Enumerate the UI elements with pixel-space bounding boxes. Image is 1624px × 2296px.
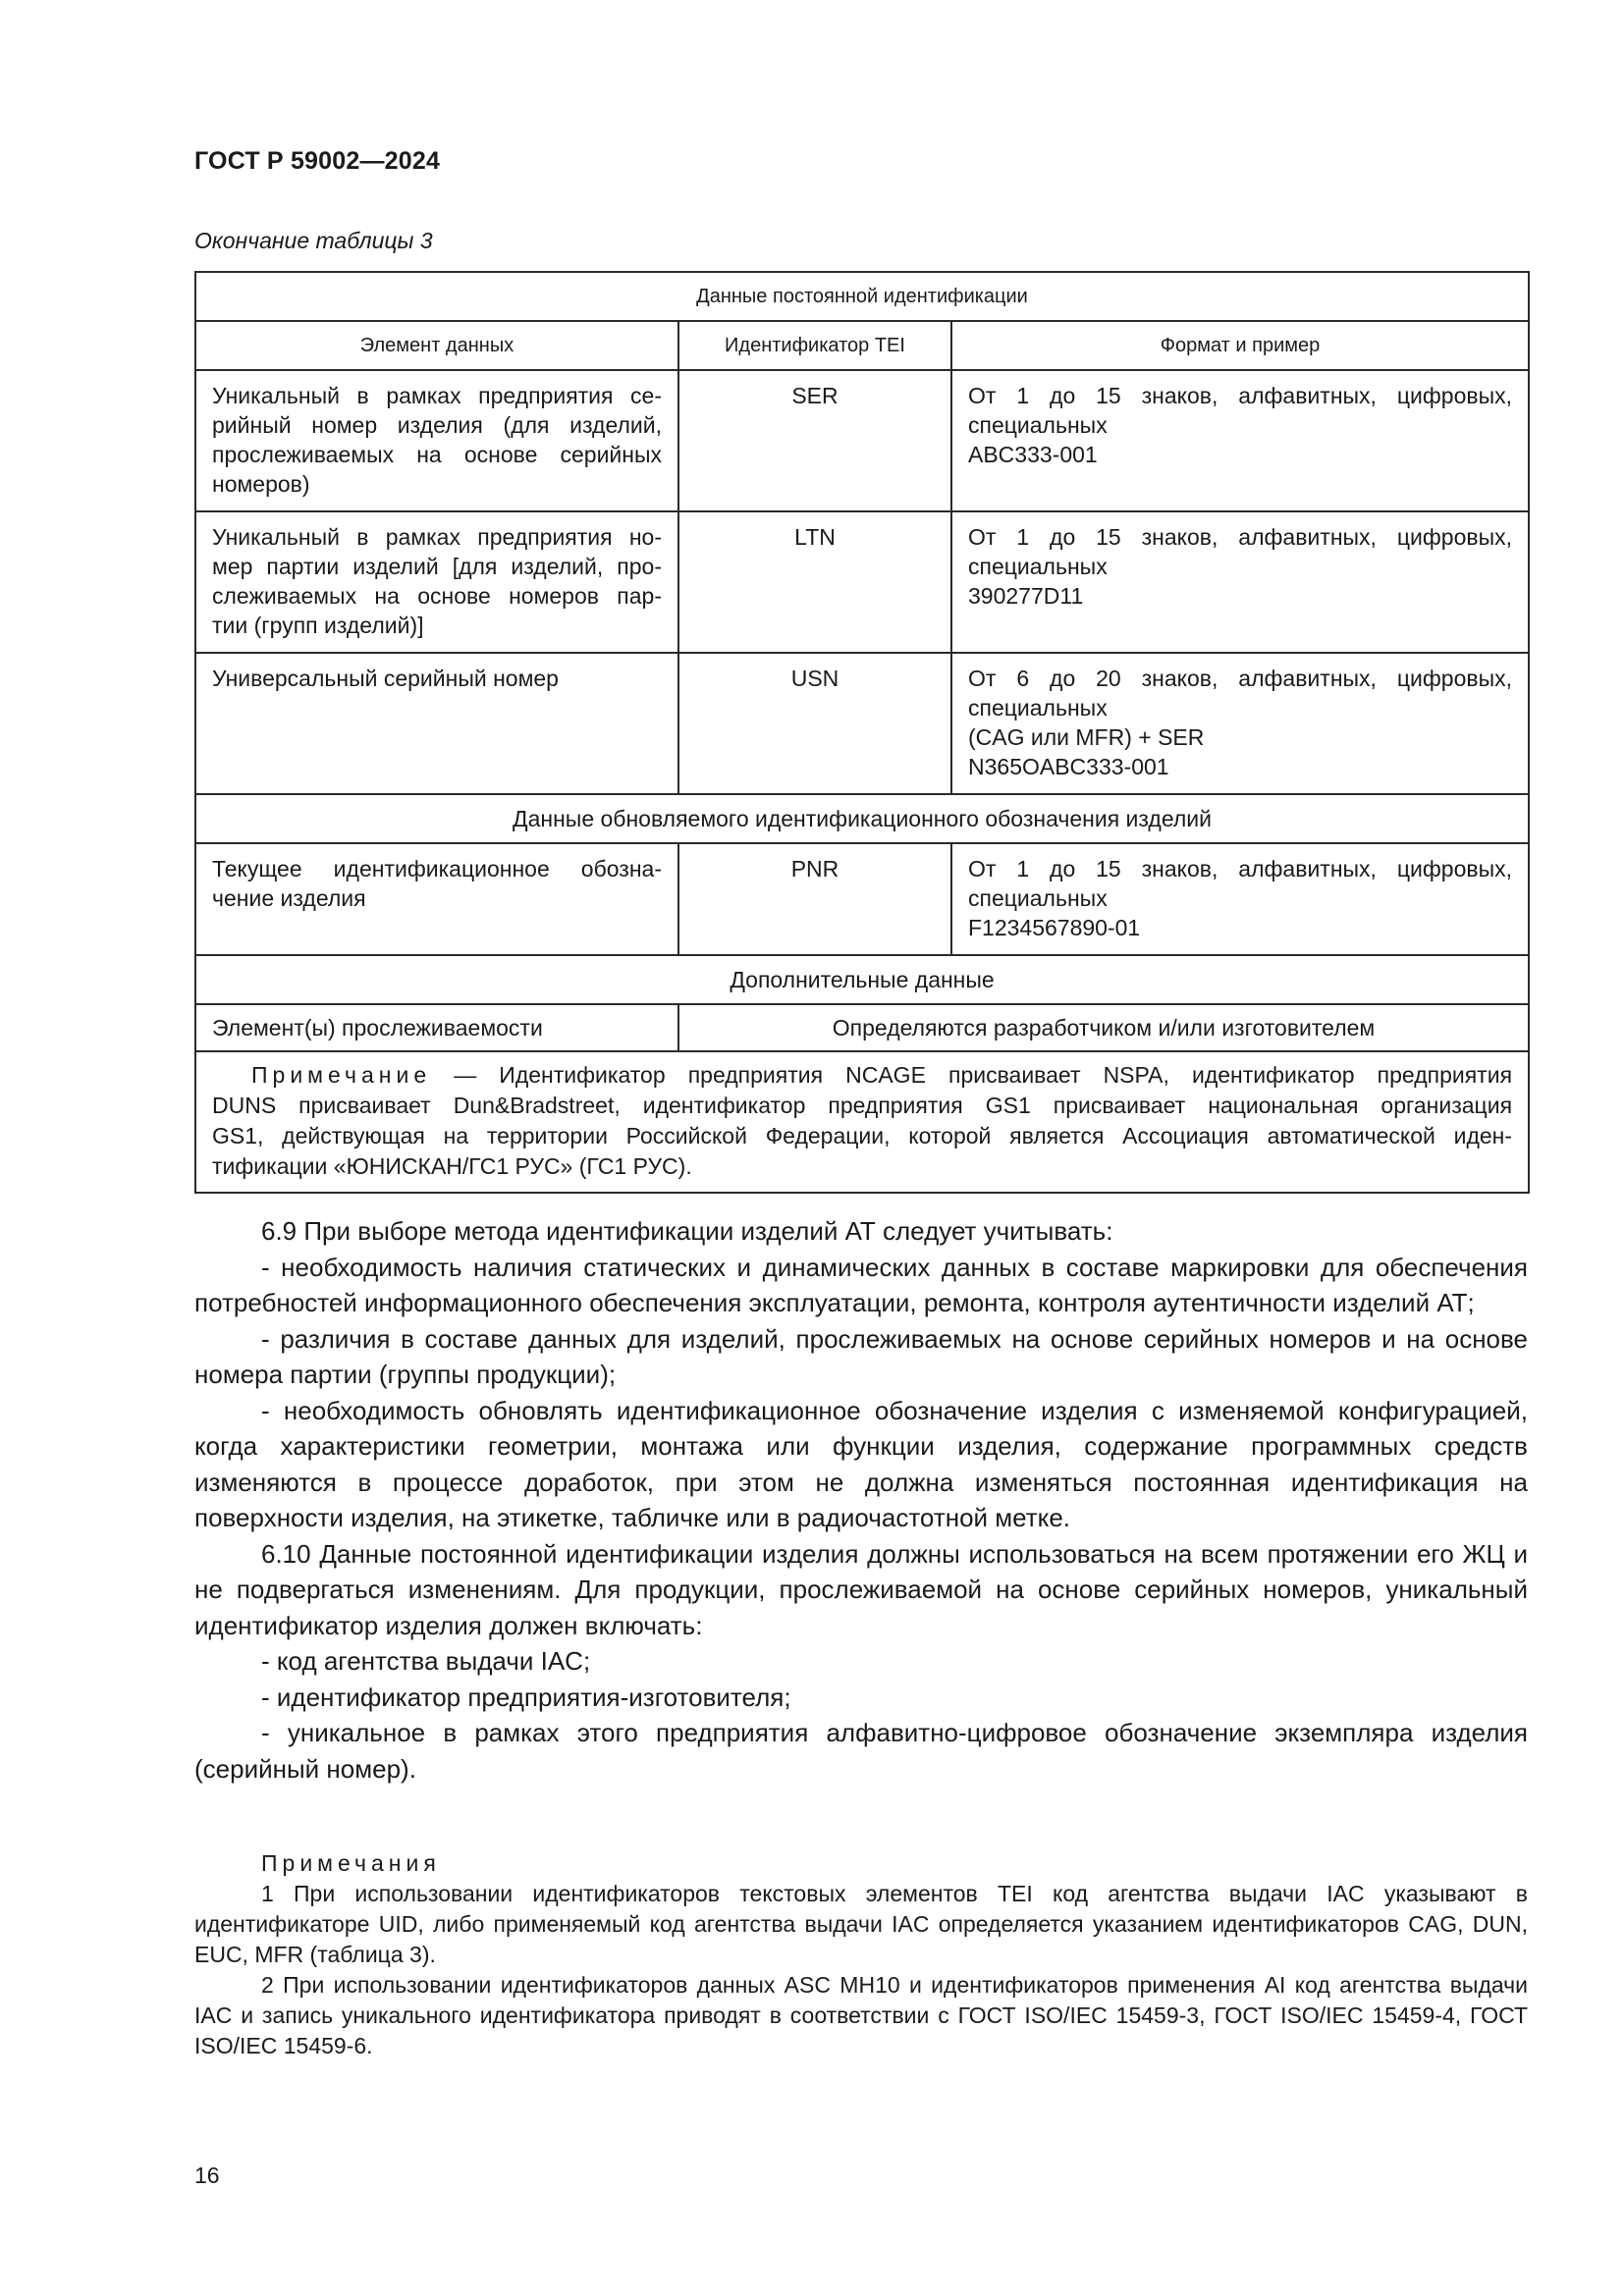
paragraph: - необходимость наличия статических и динамических данных в составе маркировки для обеспечения потребностей информационного обеспечения эксплуатации, ремонта, контроля аутентичности изделий АТ; xyxy=(194,1252,1528,1317)
notes-block xyxy=(194,1848,1528,2061)
tei-cell: LTN xyxy=(678,511,951,653)
table-title: Данные постоянной идентификации xyxy=(195,272,1529,321)
paragraph: - необходимость обновлять идентификационное обозначение изделия с изменяемой конфигурацией, когда характеристики геометрии, монтажа или функции изделия, содержание программных средств изменяются в процессе доработок, при этом не должна изменяться постоянная идентификация на поверхности изделия, на этикетке, табличке или в радиочастотной метке. xyxy=(194,1395,1528,1532)
paragraph: 6.9 При выборе метода идентификации изделий АТ следует учитывать: xyxy=(261,1216,1113,1246)
element-cell: Уникальный в рамках предприятия се- рийный номер изделия (для изделий, прослеживаемых на основе серийных номеров) xyxy=(195,370,678,511)
paragraph: - идентификатор предприятия-изготовителя; xyxy=(261,1682,791,1712)
additional-value-cell: Определяются разработчиком и/или изготовителем xyxy=(678,1004,1529,1051)
document-code: ГОСТ Р 59002—2024 xyxy=(194,147,441,175)
section-header-additional: Дополнительные данные xyxy=(195,955,1529,1004)
paragraph: 6.10 Данные постоянной идентификации изделия должны использоваться на всем протяжении его ЖЦ и не подвергаться изменениям. Для продукции, прослеживаемой на основе серийных номеров, уникальный идентификатор изделия должен включать: xyxy=(194,1538,1528,1640)
table-row xyxy=(195,843,1529,955)
table-row xyxy=(195,1004,1529,1051)
table-row xyxy=(195,370,1529,511)
note-item: 2 При использовании идентификаторов данных ASC MH10 и идентификаторов применения AI код агентства выдачи IAC и запись уникального идентификатора приводят в соответствии с ГОСТ ISO/IEC 15459-3, ГОСТ ISO/IEC 15459-4, ГОСТ ISO/IEC 15459-6. xyxy=(194,1972,1528,2058)
paragraph: - различия в составе данных для изделий, прослеживаемых на основе серийных номеров и на основе номера партии (группы продукции); xyxy=(194,1323,1528,1389)
tei-cell: PNR xyxy=(678,843,951,955)
note-item: 1 При использовании идентификаторов текстовых элементов TEI код агентства выдачи IAC указывают в идентификаторе UID, либо применяемый код агентства выдачи IAC определяется указанием идентификаторов CAG, DUN, EUC, MFR (таблица 3). xyxy=(194,1881,1528,1967)
table-caption: Окончание таблицы 3 xyxy=(194,228,433,253)
tei-cell: SER xyxy=(678,370,951,511)
section-header-updatable: Данные обновляемого идентификационного обозначения изделий xyxy=(195,794,1529,843)
format-cell: От 1 до 15 знаков, алфавитных, цифровых, специальных F1234567890-01 xyxy=(951,843,1529,955)
column-header-element: Элемент данных xyxy=(195,321,678,370)
notes-title: Примечания xyxy=(261,1850,441,1876)
element-cell: Уникальный в рамках предприятия но- мер партии изделий [для изделий, про- слеживаемых на основе номеров пар- тии (групп изделий)] xyxy=(195,511,678,653)
tei-cell: USN xyxy=(678,653,951,794)
format-cell: От 1 до 15 знаков, алфавитных, цифровых, специальных ABC333-001 xyxy=(951,370,1529,511)
format-cell: От 1 до 15 знаков, алфавитных, цифровых, специальных 390277D11 xyxy=(951,511,1529,653)
table-row xyxy=(195,511,1529,653)
page-number: 16 xyxy=(194,2163,220,2188)
column-header-format: Формат и пример xyxy=(951,321,1529,370)
table-note: Примечание — Идентификатор предприятия NCAGE присваивает NSPA, идентификатор предприятия DUNS присваивает Dun&Bradstreet, идентификатор предприятия GS1 присваивает национальная организация GS1, действующая на территории Российской Федерации, которой является Ассоциация автоматической иден- тификации «ЮНИСКАН/ГС1 РУС» (ГС1 РУС). xyxy=(195,1051,1529,1193)
format-cell: От 6 до 20 знаков, алфавитных, цифровых, специальных (CAG или MFR) + SER N365OABC333-001 xyxy=(951,653,1529,794)
paragraph: - уникальное в рамках этого предприятия алфавитно-цифровое обозначение экземпляра изделия (серийный номер). xyxy=(194,1718,1528,1784)
note-label: Примечание xyxy=(251,1062,432,1088)
element-cell: Элемент(ы) прослеживаемости xyxy=(195,1004,678,1051)
table-row xyxy=(195,653,1529,794)
column-header-tei: Идентификатор TEI xyxy=(678,321,951,370)
identification-table xyxy=(194,271,1530,1194)
element-cell: Текущее идентификационное обозна- чение изделия xyxy=(195,843,678,955)
paragraph: - код агентства выдачи IAC; xyxy=(261,1646,591,1676)
element-cell: Универсальный серийный номер xyxy=(195,653,678,794)
body-text xyxy=(194,1213,1528,1787)
